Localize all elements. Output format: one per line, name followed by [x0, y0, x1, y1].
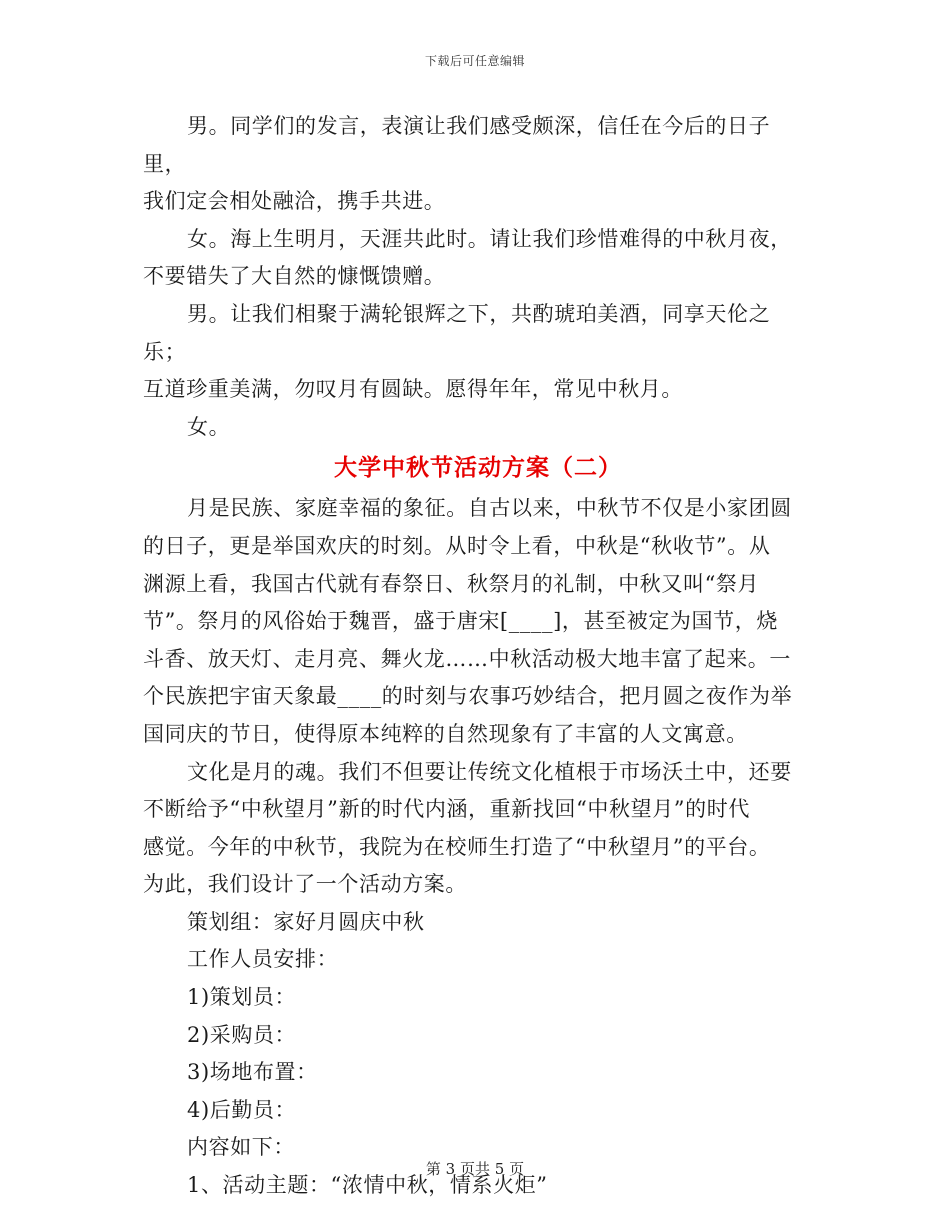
- content-heading: 内容如下：: [187, 1135, 295, 1160]
- activity-theme: 1、活动主题：“浓情中秋，情系火炬”: [187, 1173, 548, 1198]
- text-line: 国同庆的节日，使得原本纯粹的自然现象有了丰富的人文寓意。: [143, 721, 748, 746]
- text-line: 感觉。今年的中秋节，我院为在校师生打造了“中秋望月”的平台。: [143, 834, 771, 859]
- text-line: 不要错失了大自然的慷慨馈赠。: [143, 264, 446, 289]
- section-title: 大学中秋节活动方案（二）: [334, 454, 622, 482]
- text-line: 月是民族、家庭幸福的象征。自古以来，中秋节不仅是小家团圆: [187, 496, 792, 521]
- paragraph-female-2: [143, 409, 813, 447]
- text-line: 为此，我们设计了一个活动方案。: [143, 872, 467, 897]
- paragraph-culture: [143, 754, 813, 904]
- staff-item-venue: 3)场地布置：: [187, 1060, 318, 1085]
- staff-item-logistics: 4)后勤员：: [187, 1097, 297, 1122]
- paragraph-male-2: [143, 296, 813, 409]
- staff-item-planner: 1)策划员：: [187, 985, 297, 1010]
- text-line: 文化是月的魂。我们不但要让传统文化植根于市场沃土中，还要: [187, 759, 792, 784]
- paragraph-intro: [143, 490, 813, 753]
- text-line: 互道珍重美满，勿叹月有圆缺。愿得年年，常见中秋月。: [143, 377, 683, 402]
- page-header: [0, 52, 950, 69]
- document-body: [143, 108, 813, 1205]
- text-line: 斗香、放天灯、走月亮、舞火龙……中秋活动极大地丰富了起来。一: [143, 646, 791, 671]
- text-line: 男。同学们的发言，表演让我们感受颇深，信任在今后的日子里，: [143, 114, 771, 176]
- text-line: 的日子，更是举国欢庆的时刻。从时令上看，中秋是“秋收节”。从: [143, 533, 771, 558]
- page-footer: [0, 1158, 950, 1179]
- text-line: 渊源上看，我国古代就有春祭日、秋祭月的礼制，中秋又叫“祭月: [143, 571, 760, 596]
- text-line: 个民族把宇宙天象最____的时刻与农事巧妙结合，把月圆之夜作为举: [143, 684, 793, 709]
- text-line: 我们定会相处融洽，携手共进。: [143, 189, 446, 214]
- text-line: 女。: [187, 414, 231, 439]
- paragraph-female-1: [143, 221, 813, 296]
- paragraph-male-1: [143, 108, 813, 221]
- header-text: 下载后可任意编辑: [424, 54, 525, 68]
- staff-arrangement-heading: 工作人员安排：: [187, 947, 339, 972]
- text-line: 女。海上生明月，天涯共此时。请让我们珍惜难得的中秋月夜，: [187, 226, 792, 251]
- text-line: 不断给予“中秋望月”新的时代内涵，重新找回“中秋望月”的时代: [143, 797, 750, 822]
- page-number: 第 3 页共 5 页: [425, 1160, 525, 1178]
- text-line: 节”。祭月的风俗始于魏晋，盛于唐宋[____]，甚至被定为国节，烧: [143, 609, 778, 634]
- staff-item-purchaser: 2)采购员：: [187, 1022, 297, 1047]
- planning-group: 策划组：家好月圆庆中秋: [187, 909, 425, 934]
- text-line: 男。让我们相聚于满轮银辉之下，共酌琥珀美酒，同享天伦之乐；: [143, 301, 771, 364]
